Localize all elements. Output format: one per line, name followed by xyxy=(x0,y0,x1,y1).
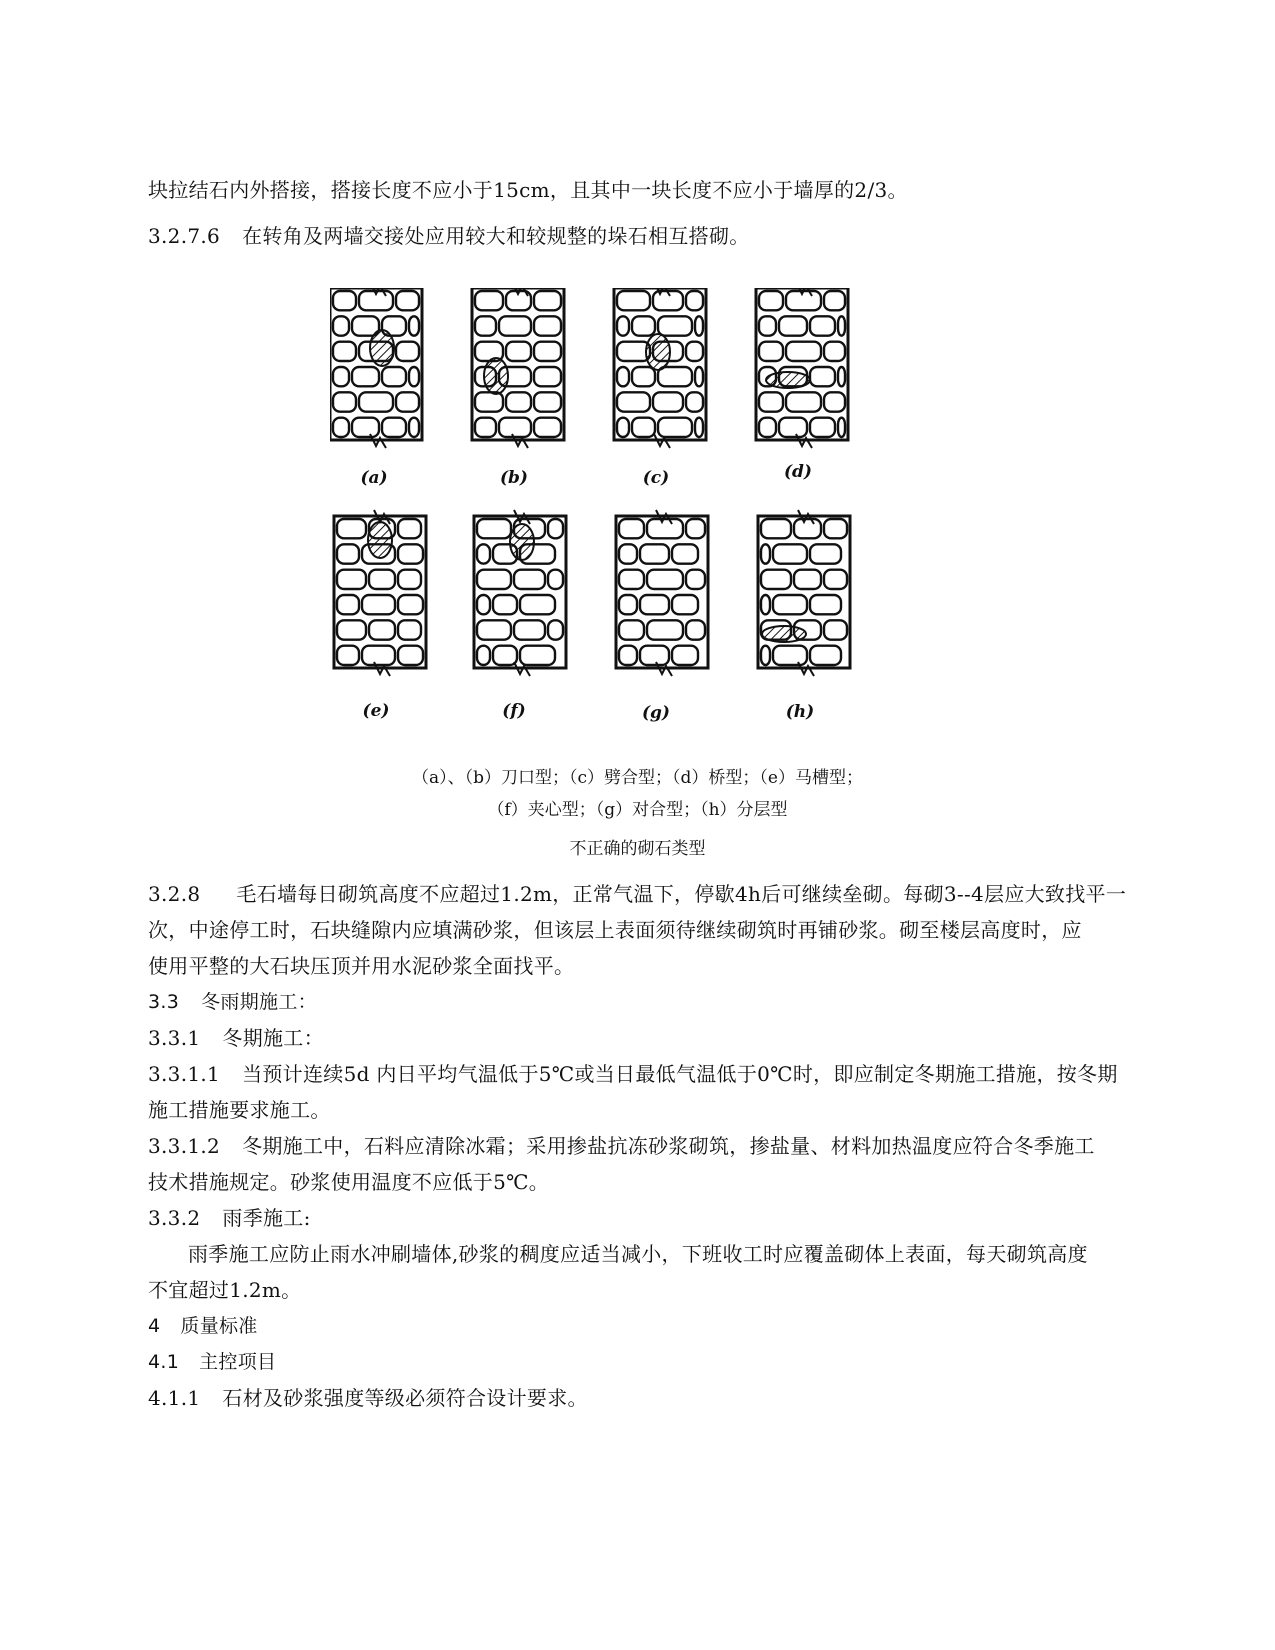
stone xyxy=(810,418,835,437)
stone xyxy=(548,570,563,589)
stone xyxy=(337,570,366,589)
stone xyxy=(794,570,821,589)
stone xyxy=(786,291,821,310)
clause-text: 当预计连续5d 内日平均气温低于5℃或当日最低气温低于0℃时，即应制定冬期施工措施，按冬期 xyxy=(242,1062,1118,1086)
stone xyxy=(810,544,841,563)
heading-number: 3.3 xyxy=(148,991,180,1013)
wall-f xyxy=(474,510,566,676)
figure-label-h: (h) xyxy=(785,702,815,722)
stone xyxy=(514,570,545,589)
stone xyxy=(333,392,356,411)
stone xyxy=(759,418,776,437)
stone xyxy=(761,570,791,589)
figure-label-f: (f) xyxy=(502,701,526,721)
stone xyxy=(396,392,419,411)
stone xyxy=(647,519,683,538)
stone xyxy=(499,418,531,437)
stone xyxy=(619,646,637,665)
paragraph-line: 使用平整的大石块压顶并用水泥砂浆全面找平。 xyxy=(148,954,575,978)
heading-number: 4 xyxy=(148,1315,161,1337)
stone xyxy=(824,291,845,310)
stone xyxy=(396,291,419,310)
stone xyxy=(824,570,847,589)
stone xyxy=(337,595,359,614)
stone xyxy=(658,367,692,386)
wall-c xyxy=(614,288,706,448)
stone xyxy=(759,392,783,411)
stone xyxy=(838,316,845,335)
stone xyxy=(824,519,847,538)
stone xyxy=(337,544,359,563)
stone xyxy=(398,595,423,614)
stone xyxy=(362,646,395,665)
stone xyxy=(382,418,406,437)
stone xyxy=(548,620,563,639)
clause-text: 石材及砂浆强度等级必须符合设计要求。 xyxy=(222,1386,588,1410)
stone xyxy=(695,367,703,386)
paragraph-line: 雨季施工应防止雨水冲刷墙体,砂浆的稠度应适当减小，下班收工时应覆盖砌体上表面，每天砌筑高度 xyxy=(188,1242,1088,1266)
hatched-stone xyxy=(766,372,810,388)
stone xyxy=(810,646,841,665)
heading-number: 3.3.1 xyxy=(148,1026,201,1050)
hatched-stone xyxy=(370,330,394,366)
heading-4 xyxy=(148,1312,1148,1340)
paragraph-line: 块拉结石内外搭接，搭接长度不应小于15cm，且其中一块长度不应小于墙厚的2/3。 xyxy=(148,178,908,202)
stone xyxy=(396,342,419,361)
figure-label-g: (g) xyxy=(642,703,670,723)
stone xyxy=(477,595,490,614)
stone xyxy=(477,570,511,589)
stone xyxy=(382,367,406,386)
stone xyxy=(499,316,531,335)
stone xyxy=(672,544,698,563)
stone xyxy=(493,595,517,614)
stone xyxy=(534,291,561,310)
heading-3-3-1 xyxy=(148,1024,1148,1052)
clause-411 xyxy=(148,1384,1148,1412)
stone xyxy=(619,519,644,538)
stone xyxy=(534,367,561,386)
clause-3312 xyxy=(148,1132,1148,1160)
stone xyxy=(369,620,395,639)
stone xyxy=(632,418,655,437)
stone xyxy=(409,367,419,386)
stone xyxy=(520,595,555,614)
stone xyxy=(686,570,705,589)
clause-number: 3.3.1.1 xyxy=(148,1062,221,1086)
stone xyxy=(534,418,561,437)
hatched-stone xyxy=(762,626,806,642)
heading-4-1 xyxy=(148,1348,1148,1376)
stone xyxy=(617,291,650,310)
stone xyxy=(534,316,561,335)
stone xyxy=(352,418,379,437)
stone xyxy=(838,418,845,437)
figure-label-d: (d) xyxy=(784,462,812,482)
figure-caption-line-2: （f）夹心型；（g）对合型；（h）分层型 xyxy=(487,800,788,820)
heading-3-3 xyxy=(148,988,1148,1016)
stone xyxy=(824,342,845,361)
stone xyxy=(640,646,669,665)
stone xyxy=(409,316,419,335)
clause-text: 冬期施工中，石料应清除冰霜；采用掺盐抗冻砂浆砌筑，掺盐量、材料加热温度应符合冬季施工 xyxy=(242,1134,1095,1158)
wall-d xyxy=(756,288,848,448)
stone xyxy=(369,570,395,589)
hatched-stone xyxy=(510,524,534,560)
stone xyxy=(686,620,705,639)
stone xyxy=(619,544,637,563)
paragraph-line: 施工措施要求施工。 xyxy=(148,1098,331,1122)
heading-text: 雨季施工: xyxy=(222,1206,311,1230)
stone xyxy=(658,418,692,437)
stone xyxy=(477,519,511,538)
figure-label-c: (c) xyxy=(642,468,670,488)
clause-3311 xyxy=(148,1060,1148,1088)
masonry-wall-illustrations xyxy=(330,288,890,758)
stone xyxy=(773,595,807,614)
stone xyxy=(779,418,807,437)
stone xyxy=(477,544,490,563)
hatched-stone xyxy=(368,522,392,558)
clause-number: 3.2.8 xyxy=(148,882,201,906)
stone xyxy=(686,342,703,361)
wall-h xyxy=(758,510,850,676)
stone xyxy=(475,392,503,411)
clause-3276 xyxy=(148,222,1148,250)
stone xyxy=(632,316,655,335)
stone xyxy=(672,646,698,665)
stone xyxy=(773,646,807,665)
stone xyxy=(838,367,845,386)
stone xyxy=(352,367,379,386)
stone xyxy=(617,392,650,411)
figure-title: 不正确的砌石类型 xyxy=(569,839,706,859)
stone xyxy=(810,595,841,614)
stone xyxy=(333,291,356,310)
stone xyxy=(810,316,835,335)
clause-number: 4.1.1 xyxy=(148,1386,201,1410)
clause-number: 3.2.7.6 xyxy=(148,224,221,248)
stone xyxy=(647,570,683,589)
stone xyxy=(810,367,835,386)
stone xyxy=(686,291,703,310)
wall-e xyxy=(334,510,426,676)
stone xyxy=(761,646,770,665)
stone xyxy=(617,367,629,386)
stone xyxy=(640,595,669,614)
stone xyxy=(761,519,791,538)
stone xyxy=(337,646,359,665)
clause-number: 3.3.1.2 xyxy=(148,1134,221,1158)
heading-text: 质量标准 xyxy=(180,1315,258,1337)
stone xyxy=(514,620,545,639)
heading-text: 冬雨期施工： xyxy=(201,991,317,1013)
stone xyxy=(398,519,421,538)
stone xyxy=(632,367,655,386)
stone xyxy=(534,392,561,411)
stone xyxy=(409,418,419,437)
stone xyxy=(695,418,703,437)
stone xyxy=(333,316,349,335)
heading-3-3-2 xyxy=(148,1204,1148,1232)
stone xyxy=(520,646,555,665)
stone xyxy=(398,570,421,589)
paragraph-line: 次，中途停工时，石块缝隙内应填满砂浆，但该层上表面须待继续砌筑时再铺砂浆。砌至楼层高度时，应 xyxy=(148,918,1082,942)
stone xyxy=(786,392,821,411)
figure-caption-line-1: （a）、（b）刀口型；（c）劈合型；（d）桥型；（e）马槽型； xyxy=(412,768,863,788)
stone xyxy=(779,316,807,335)
stone xyxy=(333,367,349,386)
stone xyxy=(794,519,821,538)
stone xyxy=(647,620,683,639)
figure-label-b: (b) xyxy=(500,468,528,488)
stone xyxy=(506,342,531,361)
hatched-stone xyxy=(646,334,670,370)
wall-g xyxy=(616,510,708,676)
stone xyxy=(824,392,845,411)
clause-text: 在转角及两墙交接处应用较大和较规整的垛石相互搭砌。 xyxy=(242,224,750,248)
stone xyxy=(506,392,531,411)
stone xyxy=(475,418,496,437)
stone xyxy=(477,646,490,665)
clause-text: 毛石墙每日砌筑高度不应超过1.2m，正常气温下，停歇4h后可继续垒砌。每砌3--4层应大致找平一 xyxy=(236,882,1127,906)
stone xyxy=(475,291,503,310)
stone xyxy=(761,595,770,614)
hatched-stone xyxy=(484,358,508,394)
stone xyxy=(653,392,683,411)
stone xyxy=(337,620,366,639)
stone xyxy=(534,342,561,361)
stone xyxy=(337,519,366,538)
stone xyxy=(359,392,393,411)
stone xyxy=(640,544,669,563)
stone xyxy=(759,291,783,310)
heading-number: 4.1 xyxy=(148,1351,180,1373)
stone xyxy=(773,544,807,563)
stone xyxy=(333,418,349,437)
wall-b xyxy=(472,288,564,448)
stone xyxy=(619,620,644,639)
stone xyxy=(686,392,703,411)
clause-328 xyxy=(148,880,1148,908)
stone xyxy=(548,519,563,538)
stone xyxy=(398,544,423,563)
stone xyxy=(333,342,356,361)
stone xyxy=(617,418,629,437)
stone xyxy=(398,620,421,639)
stone xyxy=(759,342,783,361)
figure-label-e: (e) xyxy=(362,701,390,721)
stone xyxy=(619,595,637,614)
stone xyxy=(475,316,496,335)
stone xyxy=(477,620,511,639)
heading-text: 主控项目 xyxy=(199,1351,277,1373)
figure-label-a: (a) xyxy=(360,468,388,488)
stone xyxy=(362,595,395,614)
paragraph-line: 技术措施规定。砂浆使用温度不应低于5℃。 xyxy=(148,1170,550,1194)
stone xyxy=(686,519,705,538)
stone xyxy=(824,620,847,639)
stone xyxy=(759,316,776,335)
stone xyxy=(761,544,770,563)
stone xyxy=(617,316,629,335)
stone xyxy=(398,646,423,665)
stone xyxy=(695,316,703,335)
paragraph-line: 不宜超过1.2m。 xyxy=(148,1278,302,1302)
wall-a xyxy=(330,288,422,448)
stone xyxy=(658,316,692,335)
masonry-figure xyxy=(330,288,890,758)
heading-text: 冬期施工： xyxy=(222,1026,324,1050)
stone xyxy=(786,342,821,361)
stone xyxy=(619,570,644,589)
stone xyxy=(672,595,698,614)
stone xyxy=(493,646,517,665)
heading-number: 3.3.2 xyxy=(148,1206,201,1230)
